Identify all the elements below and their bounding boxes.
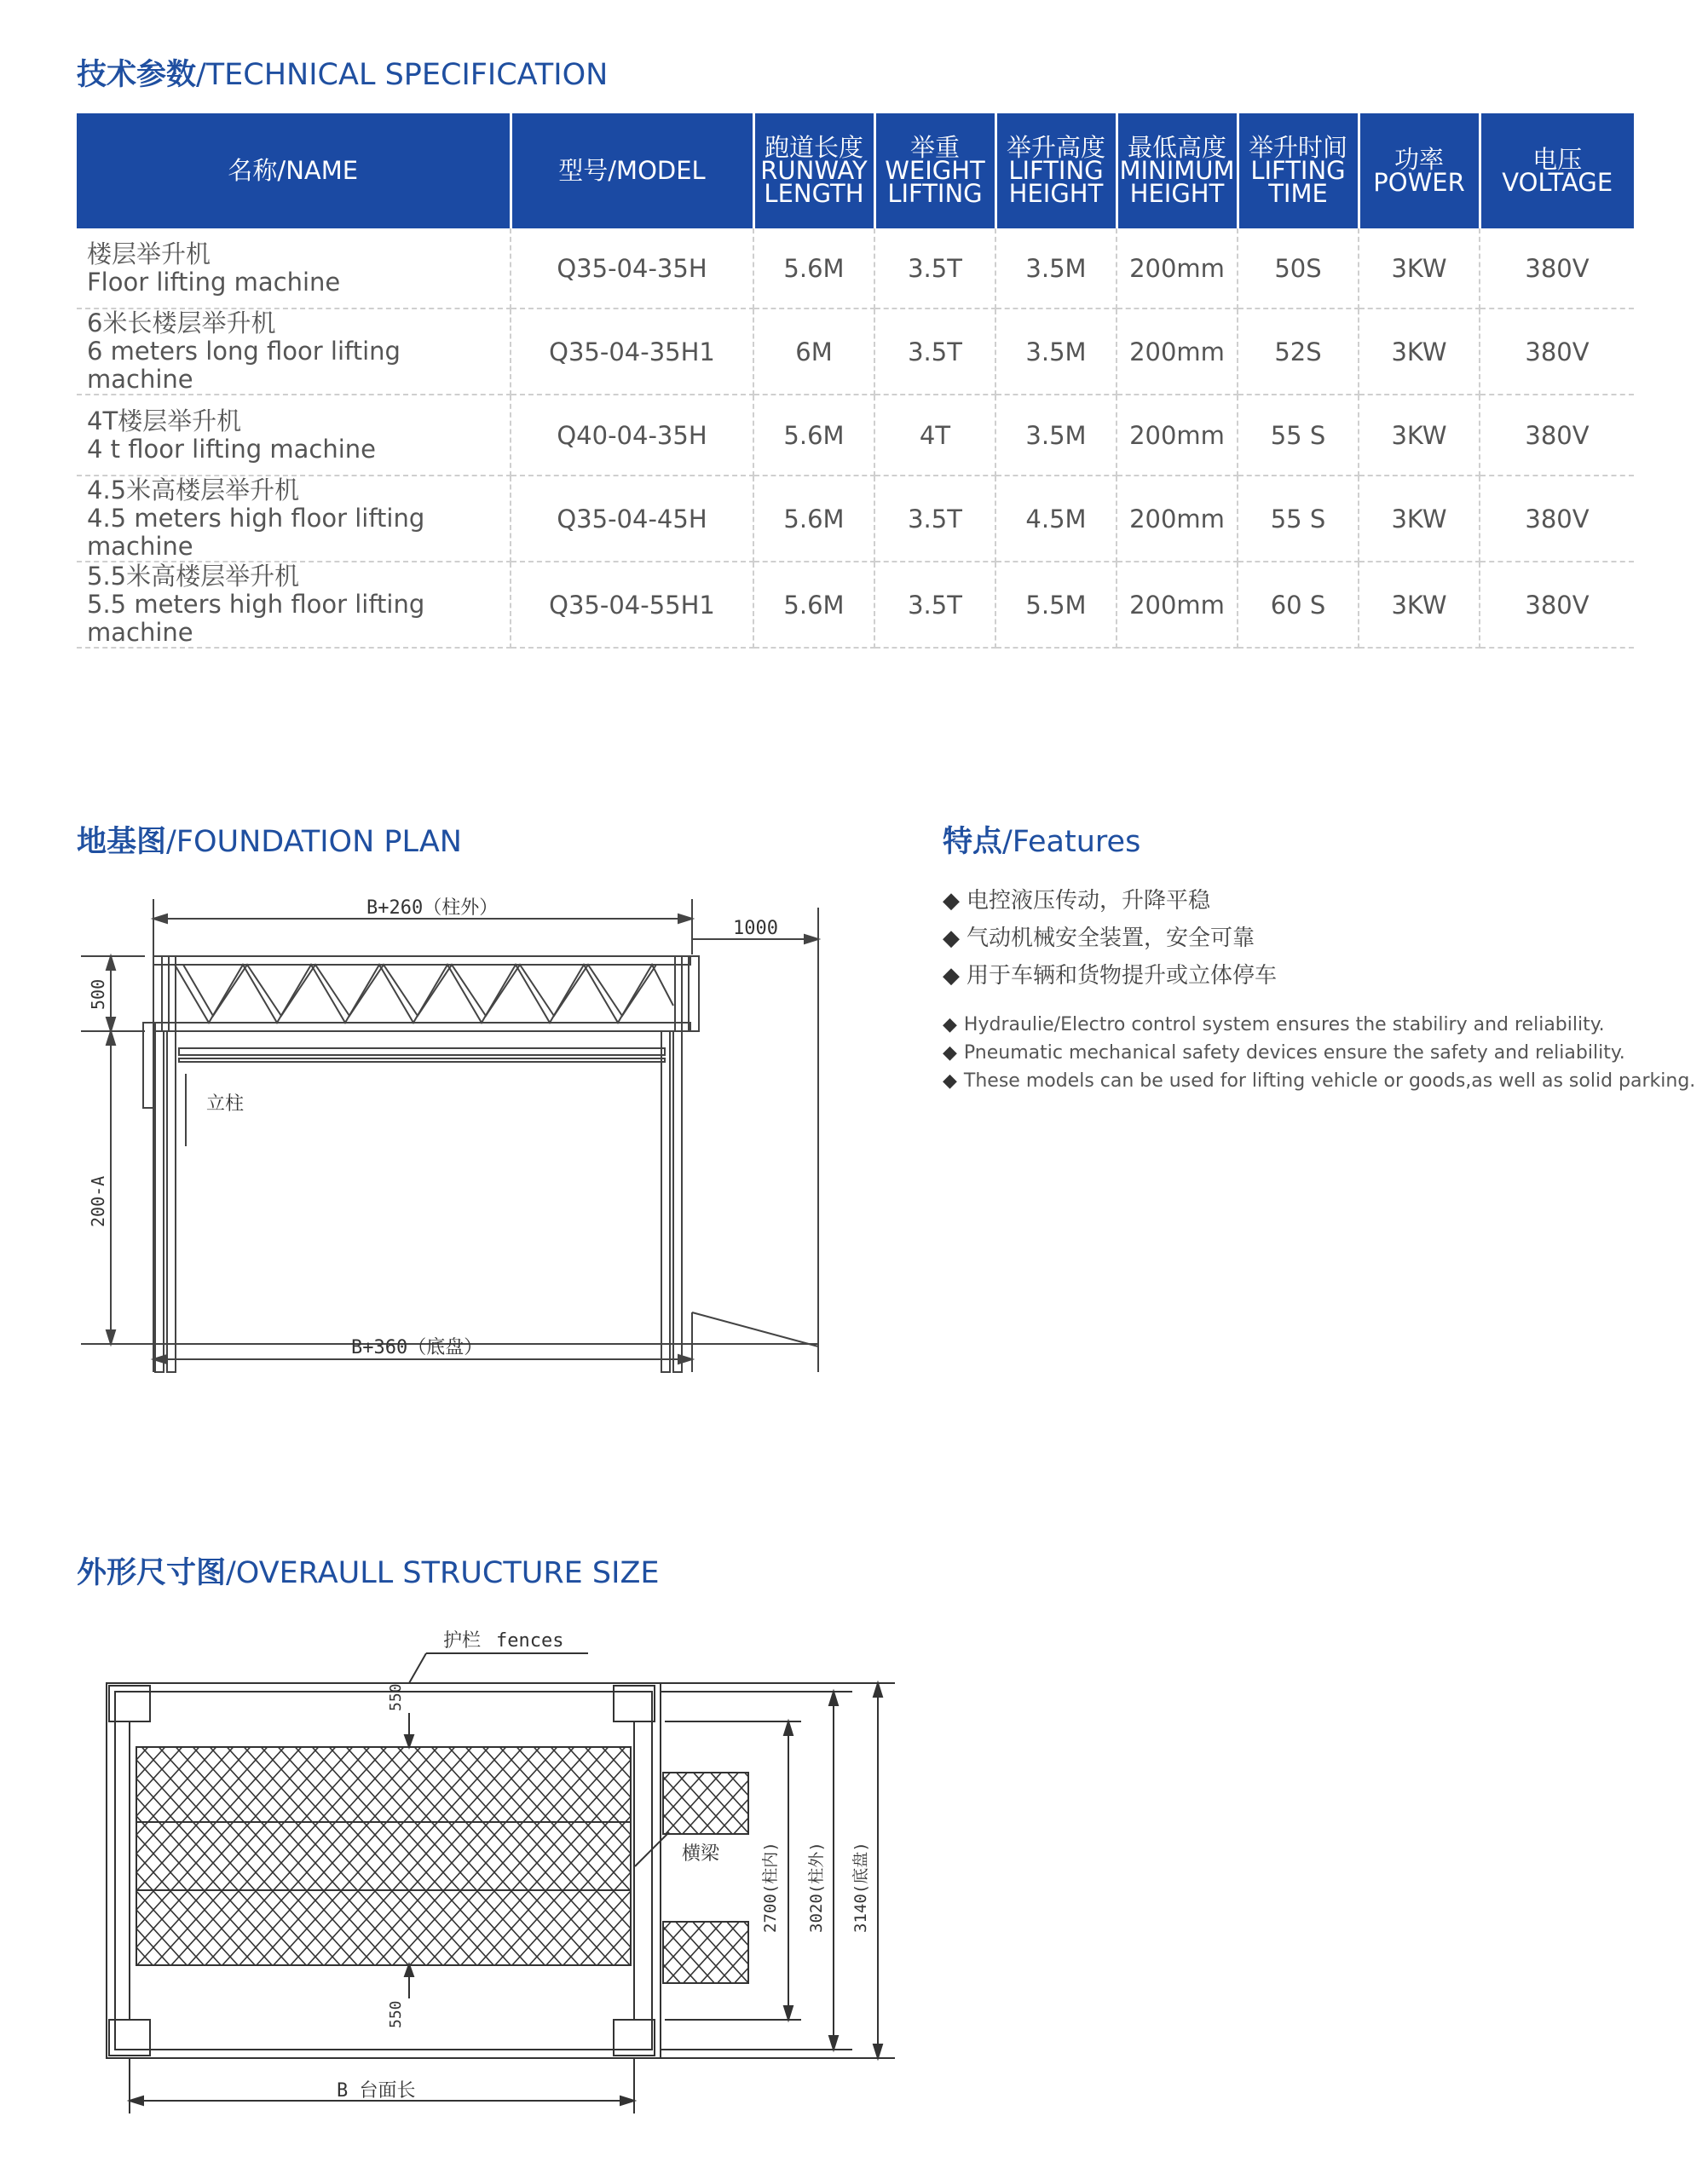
table-row <box>77 562 1634 648</box>
spec-header-5 <box>1117 113 1238 228</box>
label-550-top: 550 <box>387 1683 405 1711</box>
spec-cell-voltage: 380V <box>1480 562 1634 648</box>
spec-header-line: HEIGHT <box>1008 179 1104 208</box>
feature-en-2: ◆ Pneumatic mechanical safety devices ensure the safety and reliability. <box>943 1042 1625 1064</box>
spec-header-2 <box>753 113 874 228</box>
spec-cell-lift-height: 3.5M <box>995 395 1117 476</box>
spec-cell-power: 3KW <box>1359 309 1480 395</box>
spec-cell-voltage: 380V <box>1480 309 1634 395</box>
spec-name-en: 4.5 meters high floor lifting machine <box>87 504 425 561</box>
spec-name-cell <box>77 395 511 476</box>
spec-header-line: 名称/NAME <box>228 156 359 185</box>
label-fences: 护栏 fences <box>443 1630 564 1652</box>
spec-cell-model: Q35-04-35H <box>511 228 753 309</box>
spec-cell-weight: 3.5T <box>874 309 995 395</box>
foundation-title: 地基图/FOUNDATION PLAN <box>77 825 462 859</box>
spec-header-3 <box>874 113 995 228</box>
label-b260: B+260（柱外） <box>366 897 499 919</box>
spec-cell-runway: 5.6M <box>753 228 874 309</box>
spec-cell-voltage: 380V <box>1480 395 1634 476</box>
feature-cn-1: ◆ 电控液压传动，升降平稳 <box>943 888 1211 914</box>
spec-cell-time: 52S <box>1238 309 1359 395</box>
spec-header-0 <box>77 113 511 228</box>
spec-name-cn: 楼层举升机 <box>87 239 211 268</box>
spec-name-cn: 4.5米高楼层举升机 <box>87 476 300 505</box>
label-200-a: 200-A <box>88 1175 108 1227</box>
feature-en-1: ◆ Hydraulie/Electro control system ensures the stabiliry and reliability. <box>943 1014 1605 1035</box>
spec-header-line: MINIMUM <box>1119 156 1235 185</box>
structure-drawing <box>0 1619 938 2131</box>
spec-header-line: 电压 <box>1532 144 1583 174</box>
label-column: 立柱 <box>206 1093 245 1115</box>
spec-cell-min-height: 200mm <box>1117 476 1238 562</box>
spec-cell-time: 50S <box>1238 228 1359 309</box>
spec-cell-voltage: 380V <box>1480 228 1634 309</box>
spec-cell-runway: 5.6M <box>753 395 874 476</box>
features-title: 特点/Features <box>943 825 1141 859</box>
spec-name-en: 6 meters long floor lifting machine <box>87 337 401 394</box>
spec-cell-weight: 3.5T <box>874 562 995 648</box>
spec-header-line: 举重 <box>909 133 960 162</box>
feature-cn-3: ◆ 用于车辆和货物提升或立体停车 <box>943 963 1278 989</box>
spec-header-row <box>77 113 1634 228</box>
spec-cell-runway: 6M <box>753 309 874 395</box>
table-row <box>77 476 1634 562</box>
spec-cell-lift-height: 3.5M <box>995 309 1117 395</box>
label-beam: 横梁 <box>682 1843 720 1865</box>
spec-cell-voltage: 380V <box>1480 476 1634 562</box>
spec-name-cell <box>77 228 511 309</box>
spec-header-line: HEIGHT <box>1129 179 1225 208</box>
spec-header-line: VOLTAGE <box>1502 167 1613 197</box>
label-550-bottom: 550 <box>387 2000 405 2028</box>
spec-cell-time: 60 S <box>1238 562 1359 648</box>
spec-cell-weight: 4T <box>874 395 995 476</box>
table-row <box>77 395 1634 476</box>
table-row <box>77 309 1634 395</box>
spec-cell-min-height: 200mm <box>1117 228 1238 309</box>
spec-header-1 <box>511 113 753 228</box>
spec-cell-min-height: 200mm <box>1117 395 1238 476</box>
feature-cn-2: ◆ 气动机械安全装置，安全可靠 <box>943 926 1255 951</box>
label-2700: 2700(柱内) <box>761 1842 780 1933</box>
spec-header-line: LIFTING <box>1250 156 1346 185</box>
spec-cell-weight: 3.5T <box>874 476 995 562</box>
label-3020: 3020(柱外) <box>807 1842 826 1933</box>
spec-name-cn: 6米长楼层举升机 <box>87 309 276 337</box>
spec-header-line: 举升时间 <box>1248 133 1347 162</box>
spec-table <box>77 113 1634 649</box>
spec-cell-lift-height: 5.5M <box>995 562 1117 648</box>
feature-en-3: ◆ These models can be used for lifting vehicle or goods,as well as solid parking. <box>943 1070 1696 1092</box>
spec-cell-model: Q40-04-35H <box>511 395 753 476</box>
spec-header-line: POWER <box>1373 167 1465 197</box>
spec-cell-min-height: 200mm <box>1117 309 1238 395</box>
spec-header-line: LIFTING <box>887 179 983 208</box>
spec-name-cell <box>77 476 511 562</box>
table-row <box>77 228 1634 309</box>
spec-cell-time: 55 S <box>1238 476 1359 562</box>
spec-header-line: RUNWAY <box>760 156 868 185</box>
foundation-plan-drawing <box>0 886 852 1398</box>
label-500: 500 <box>88 978 108 1010</box>
spec-header-line: 跑道长度 <box>764 133 863 162</box>
spec-header-line: LIFTING <box>1008 156 1104 185</box>
spec-cell-power: 3KW <box>1359 562 1480 648</box>
spec-cell-model: Q35-04-35H1 <box>511 309 753 395</box>
spec-name-cell <box>77 562 511 648</box>
spec-cell-model: Q35-04-55H1 <box>511 562 753 648</box>
spec-cell-lift-height: 3.5M <box>995 228 1117 309</box>
spec-cell-min-height: 200mm <box>1117 562 1238 648</box>
spec-title: 技术参数/TECHNICAL SPECIFICATION <box>77 58 609 92</box>
spec-name-cn: 4T楼层举升机 <box>87 406 242 435</box>
spec-name-en: Floor lifting machine <box>87 267 341 297</box>
spec-header-7 <box>1359 113 1480 228</box>
spec-header-4 <box>995 113 1117 228</box>
spec-cell-runway: 5.6M <box>753 562 874 648</box>
spec-cell-lift-height: 4.5M <box>995 476 1117 562</box>
spec-name-cn: 5.5米高楼层举升机 <box>87 562 300 591</box>
label-b360: B+360（底盘） <box>351 1337 483 1358</box>
spec-name-en: 4 t floor lifting machine <box>87 434 377 464</box>
spec-header-line: 功率 <box>1394 144 1444 174</box>
spec-header-8 <box>1480 113 1634 228</box>
spec-header-line: 最低高度 <box>1127 133 1226 162</box>
spec-header-line: WEIGHT <box>885 156 985 185</box>
label-1000: 1000 <box>733 918 778 939</box>
spec-cell-power: 3KW <box>1359 395 1480 476</box>
spec-cell-model: Q35-04-45H <box>511 476 753 562</box>
spec-cell-weight: 3.5T <box>874 228 995 309</box>
spec-name-en: 5.5 meters high floor lifting machine <box>87 590 425 647</box>
spec-header-line: LENGTH <box>764 179 864 208</box>
spec-header-line: TIME <box>1268 179 1328 208</box>
structure-title: 外形尺寸图/OVERAULL STRUCTURE SIZE <box>77 1556 660 1590</box>
spec-header-line: 型号/MODEL <box>558 156 706 185</box>
spec-cell-power: 3KW <box>1359 228 1480 309</box>
label-3140: 3140(底盘) <box>851 1842 870 1933</box>
spec-name-cell <box>77 309 511 395</box>
label-b-length: B 台面长 <box>337 2080 416 2102</box>
spec-cell-runway: 5.6M <box>753 476 874 562</box>
spec-header-line: 举升高度 <box>1006 133 1105 162</box>
spec-cell-time: 55 S <box>1238 395 1359 476</box>
spec-cell-power: 3KW <box>1359 476 1480 562</box>
spec-header-6 <box>1238 113 1359 228</box>
